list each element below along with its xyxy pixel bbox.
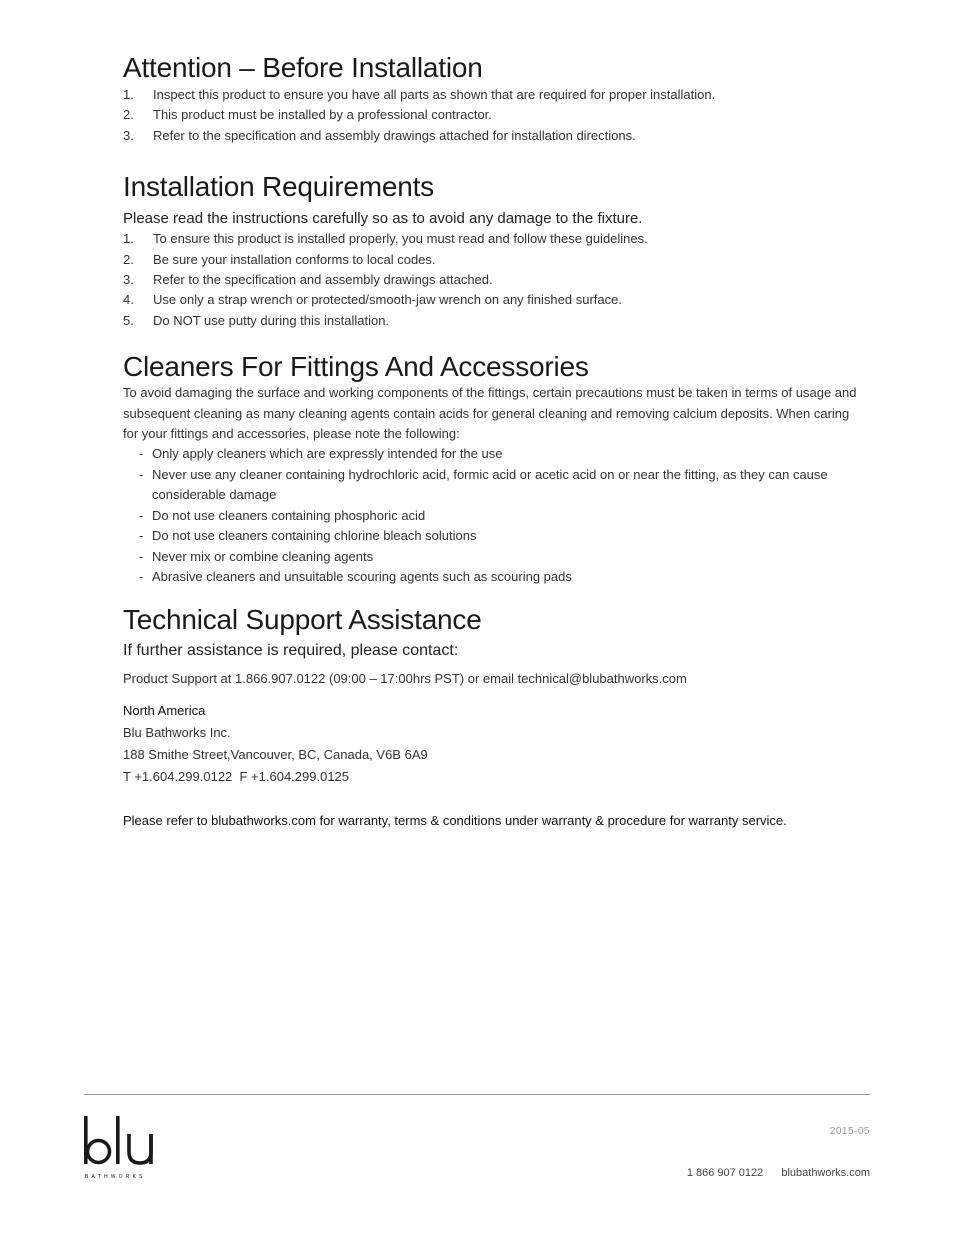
support-line: Product Support at 1.866.907.0122 (09:00 – 17:00hrs PST) or email technical@blubathworks.com	[123, 671, 687, 687]
attention-list	[123, 85, 863, 146]
dash-bullet: -	[139, 466, 144, 482]
contact-address: 188 Smithe Street,Vancouver, BC, Canada, V6B 6A9	[123, 747, 428, 763]
list-text: This product must be installed by a professional contractor.	[153, 107, 492, 123]
list-number: 3.	[123, 272, 134, 288]
dash-bullet: -	[139, 548, 144, 564]
contact-company: Blu Bathworks Inc.	[123, 725, 231, 741]
support-lead: If further assistance is required, please contact:	[123, 642, 459, 660]
logo-subtitle: BATHWORKS	[85, 1174, 146, 1180]
list-text: Refer to the specification and assembly drawings attached for installation directions.	[153, 127, 636, 143]
warranty-note: Please refer to blubathworks.com for warranty, terms & conditions under warranty & procedure for warranty service.	[123, 813, 787, 829]
cleaner-item	[139, 465, 863, 506]
dash-bullet: -	[139, 528, 144, 544]
cleaners-paragraph: To avoid damaging the surface and working components of the fittings, certain precautions must be taken in terms of usage and subsequent cleaning as many cleaning agents contain acids for general cleaning and removing calcium deposits. When caring for your fittings and accessories, please note the following:	[123, 385, 857, 442]
cleaner-text: Never mix or combine cleaning agents	[152, 548, 374, 564]
contact-region: North America	[123, 703, 206, 719]
cleaner-item	[139, 506, 863, 526]
requirement-item	[123, 229, 863, 249]
dash-bullet: -	[139, 446, 144, 462]
list-text: Inspect this product to ensure you have all parts as shown that are required for proper installation.	[153, 87, 716, 102]
footer-phone: 1 866 907 0122	[686, 1167, 764, 1179]
list-text: Do NOT use putty during this installation.	[153, 312, 390, 328]
footer-contact	[687, 1167, 870, 1179]
list-text: Use only a strap wrench or protected/smooth-jaw wrench on any finished surface.	[153, 292, 622, 308]
document-body	[123, 52, 863, 830]
cleaner-text: Never use any cleaner containing hydrochloric acid, formic acid or acetic acid on or near the fitting, as they can cause considerable damage	[152, 466, 828, 503]
requirement-item	[123, 311, 863, 331]
list-text: Refer to the specification and assembly drawings attached.	[153, 272, 493, 288]
requirement-item	[123, 270, 863, 290]
cleaners-list	[123, 444, 863, 587]
requirements-section	[123, 171, 863, 331]
revision-date: 2015-05	[829, 1126, 870, 1137]
list-number: 1.	[123, 87, 134, 102]
contact-phones: T +1.604.299.0122 F +1.604.299.0125	[123, 769, 350, 785]
list-number: 3.	[123, 127, 134, 143]
requirements-list	[123, 229, 863, 331]
list-number: 1.	[123, 231, 134, 247]
attention-item	[123, 126, 863, 146]
contact-block	[123, 700, 863, 788]
cleaner-text: Do not use cleaners containing phosphoric acid	[152, 507, 426, 523]
footer-website[interactable]: blubathworks.com	[781, 1167, 870, 1179]
requirement-item	[123, 290, 863, 310]
attention-section	[123, 52, 863, 146]
cleaners-section	[123, 351, 863, 587]
requirement-item	[123, 250, 863, 270]
list-number: 5.	[123, 312, 134, 328]
support-section	[123, 604, 863, 830]
attention-item	[123, 105, 863, 125]
cleaner-text: Only apply cleaners which are expressly intended for the use	[152, 446, 503, 462]
dash-bullet: -	[139, 507, 144, 523]
dash-bullet: -	[139, 568, 144, 584]
support-heading: Technical Support Assistance	[123, 604, 482, 636]
footer-divider	[84, 1094, 870, 1095]
requirements-lead: Please read the instructions carefully so as to avoid any damage to the fixture.	[123, 210, 643, 228]
list-number: 2.	[123, 251, 134, 267]
cleaner-item	[139, 547, 863, 567]
attention-heading: Attention – Before Installation	[123, 52, 483, 83]
cleaner-text: Do not use cleaners containing chlorine bleach solutions	[152, 528, 477, 544]
list-number: 4.	[123, 292, 134, 308]
blu-logo	[84, 1112, 174, 1182]
list-number: 2.	[123, 107, 134, 123]
cleaner-item	[139, 444, 863, 464]
cleaner-item	[139, 526, 863, 546]
cleaner-item	[139, 567, 863, 587]
list-text: Be sure your installation conforms to local codes.	[153, 251, 436, 267]
requirements-heading: Installation Requirements	[123, 171, 434, 203]
cleaner-text: Abrasive cleaners and unsuitable scouring agents such as scouring pads	[152, 568, 572, 584]
attention-item	[123, 85, 863, 105]
cleaners-heading: Cleaners For Fittings And Accessories	[123, 351, 589, 383]
list-text: To ensure this product is installed properly, you must read and follow these guidelines.	[153, 231, 648, 247]
